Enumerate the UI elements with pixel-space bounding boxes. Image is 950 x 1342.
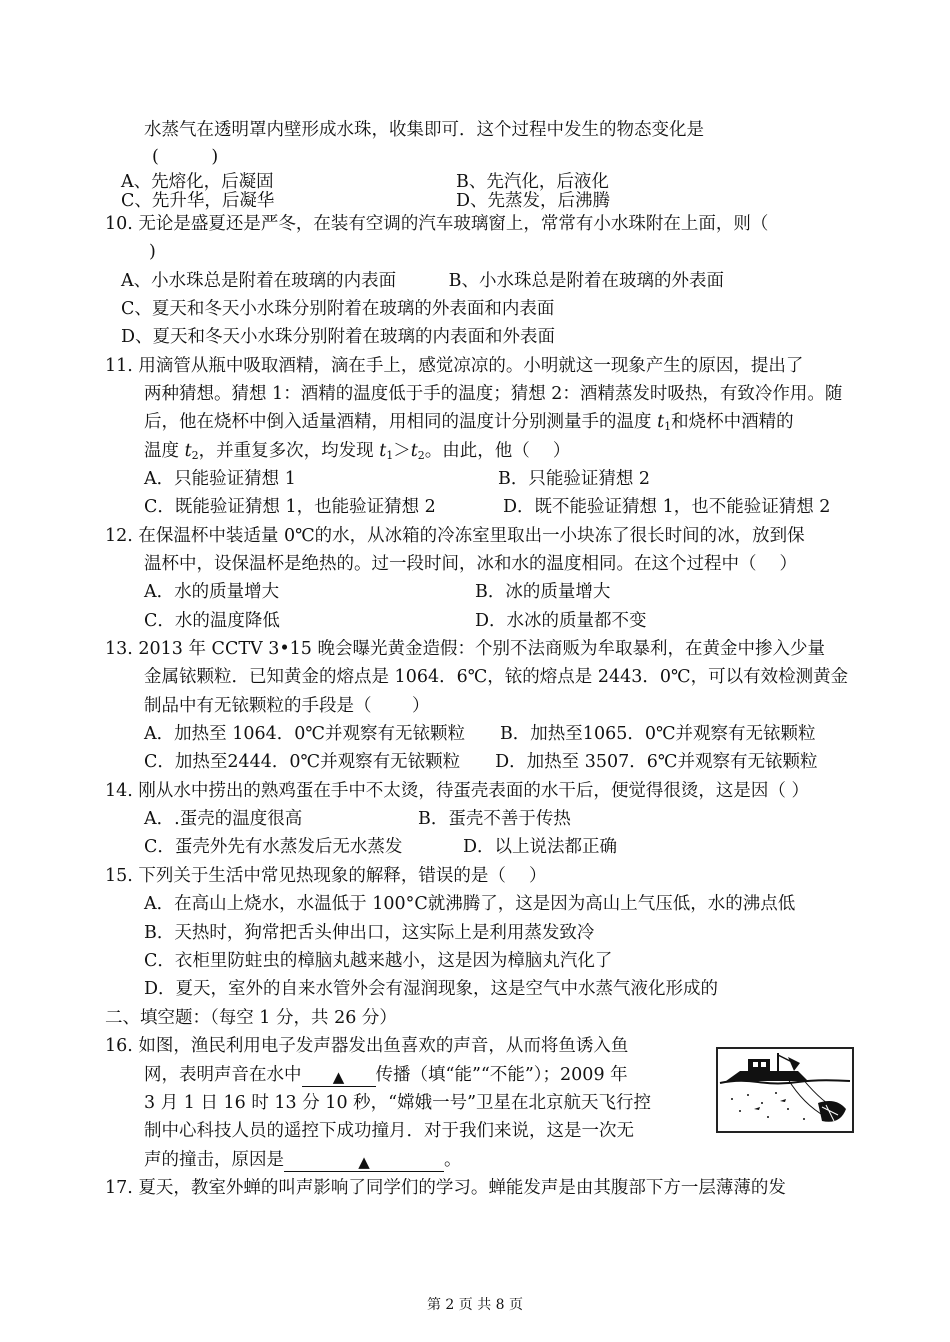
fishing-boat-illustration xyxy=(718,1049,852,1131)
q12-stem-line2: 温杯中，设保温杯是绝热的。过一段时间，冰和水的温度相同。在这个过程中（ ） xyxy=(144,554,798,574)
page-footer: 第 2 页 共 8 页 xyxy=(426,1297,524,1313)
q11-option-b: B．只能验证猜想 2 xyxy=(498,469,651,489)
q16-stem-line3: 3 月 1 日 16 时 13 分 10 秒，“嫦娥一号”卫星在北京航天飞行控 xyxy=(144,1093,652,1113)
q15-option-c: C．衣柜里防蛀虫的樟脑丸越来越小，这是因为樟脑丸汽化了 xyxy=(144,951,613,971)
q13-options-cd: C．加热至2444．0℃并观察有无铱颗粒 D．加热至 3507．6℃并观察有无铱颗粒 xyxy=(144,752,818,772)
q15-option-a: A．在高山上烧水，水温低于 100°C就沸腾了，这是因为高山上气压低，水的沸点低 xyxy=(144,894,796,914)
fishing-boat-figure xyxy=(716,1047,854,1133)
q16-stem-line1: 16. 如图，渔民利用电子发声器发出鱼喜欢的声音，从而将鱼诱入鱼 xyxy=(105,1036,629,1056)
q10-stem-cont: ) xyxy=(149,242,156,262)
q11-option-a: A．只能验证猜想 1 xyxy=(144,469,296,489)
q15-option-b: B．天热时，狗常把舌头伸出口，这实际上是利用蒸发致冷 xyxy=(144,923,595,943)
q9-option-c: C、先升华，后凝华 xyxy=(121,191,275,211)
q15-stem: 15. 下列关于生活中常见热现象的解释，错误的是（ ） xyxy=(105,866,547,886)
q10-options-ab: A、小水珠总是附着在玻璃的内表面 B、小水珠总是附着在玻璃的外表面 xyxy=(121,271,724,291)
q9-option-d: D、先蒸发，后沸腾 xyxy=(456,191,611,211)
q11-stem-line3: 后，他在烧杯中倒入适量酒精，用相同的温度计分别测量手的温度 $t_1$和烧杯中酒精的 xyxy=(144,412,794,433)
q9-option-b: B、先汽化，后液化 xyxy=(456,172,609,192)
q13-stem-line3: 制品中有无铱颗粒的手段是（ ） xyxy=(144,696,430,716)
q16-blank-1[interactable]: ▲ xyxy=(302,1066,376,1087)
q16-stem-line4: 制中心科技人员的遥控下成功撞月．对于我们来说，这是一次无 xyxy=(144,1121,634,1141)
q12-stem-line1: 12. 在保温杯中装适量 0℃的水，从冰箱的冷冻室里取出一小块冻了很长时间的冰，放到保 xyxy=(105,526,805,546)
q14-option-c: C．蛋壳外先有水蒸发后无水蒸发 xyxy=(144,837,403,857)
q16-blank-2[interactable]: ▲ xyxy=(284,1151,444,1172)
q13-stem-line2: 金属铱颗粒．已知黄金的熔点是 1064．6℃，铱的熔点是 2443．0℃，可以有效检测黄金 xyxy=(144,667,849,687)
q11-stem-line4: 温度 $t_2$，并重复多次，均发现 $t_1>t_2$。由此，他（ ） xyxy=(144,441,571,462)
q15-option-d: D．夏天，室外的自来水管外会有湿润现象，这是空气中水蒸气液化形成的 xyxy=(144,979,719,999)
q9-line1: 水蒸气在透明罩内壁形成水珠，收集即可．这个过程中发生的物态变化是 xyxy=(144,120,704,140)
q11-option-c: C．既能验证猜想 1，也能验证猜想 2 xyxy=(144,497,436,517)
q11-option-d: D．既不能验证猜想 1，也不能验证猜想 2 xyxy=(503,497,831,517)
q12-option-a: A．水的质量增大 xyxy=(144,582,280,602)
q17-stem-line1: 17. 夏天，教室外蝉的叫声影响了同学们的学习。蝉能发声是由其腹部下方一层薄薄的发 xyxy=(105,1178,786,1198)
q12-option-b: B．冰的质量增大 xyxy=(475,582,611,602)
q12-option-c: C．水的温度降低 xyxy=(144,611,280,631)
q14-stem: 14. 刚从水中捞出的熟鸡蛋在手中不太烫，待蛋壳表面的水干后，便觉得很烫，这是因（ ） xyxy=(105,781,809,801)
q12-option-d: D．水冰的质量都不变 xyxy=(475,611,647,631)
q13-stem-line1: 13. 2013 年 CCTV 3•15 晚会曝光黄金造假：个别不法商贩为牟取暴利，在黄金中掺入少量 xyxy=(105,639,825,659)
q9-option-a: A、先熔化，后凝固 xyxy=(121,172,274,192)
q11-stem-line2: 两种猜想。猜想 1：酒精的温度低于手的温度；猜想 2：酒精蒸发时吸热，有致冷作用。随 xyxy=(144,384,843,404)
q10-stem: 10. 无论是盛夏还是严冬，在装有空调的汽车玻璃窗上，常常有小水珠附在上面，则（ xyxy=(105,214,769,234)
q11-stem-line1: 11. 用滴管从瓶中吸取酒精，滴在手上，感觉凉凉的。小明就这一现象产生的原因，提出了 xyxy=(105,356,804,376)
q9-answer-paren: ( ) xyxy=(152,147,219,167)
q13-options-ab: A．加热至 1064．0℃并观察有无铱颗粒 B．加热至1065．0℃并观察有无铱颗粒 xyxy=(144,724,816,744)
q14-option-a: A．.蛋壳的温度很高 xyxy=(144,809,303,829)
q14-option-b: B．蛋壳不善于传热 xyxy=(418,809,571,829)
q10-option-d: D、夏天和冬天小水珠分别附着在玻璃的内表面和外表面 xyxy=(121,327,556,347)
q14-option-d: D．以上说法都正确 xyxy=(463,837,618,857)
q10-option-c: C、夏天和冬天小水珠分别附着在玻璃的外表面和内表面 xyxy=(121,299,555,319)
q16-stem-line5: 声的撞击，原因是 ▲ 。 xyxy=(144,1150,462,1171)
section-fill-in-heading: 二、填空题：（每空 1 分，共 26 分） xyxy=(105,1008,397,1028)
q16-stem-line2: 网，表明声音在水中 ▲ 传播（填“能”“不能”）；2009 年 xyxy=(144,1065,628,1086)
